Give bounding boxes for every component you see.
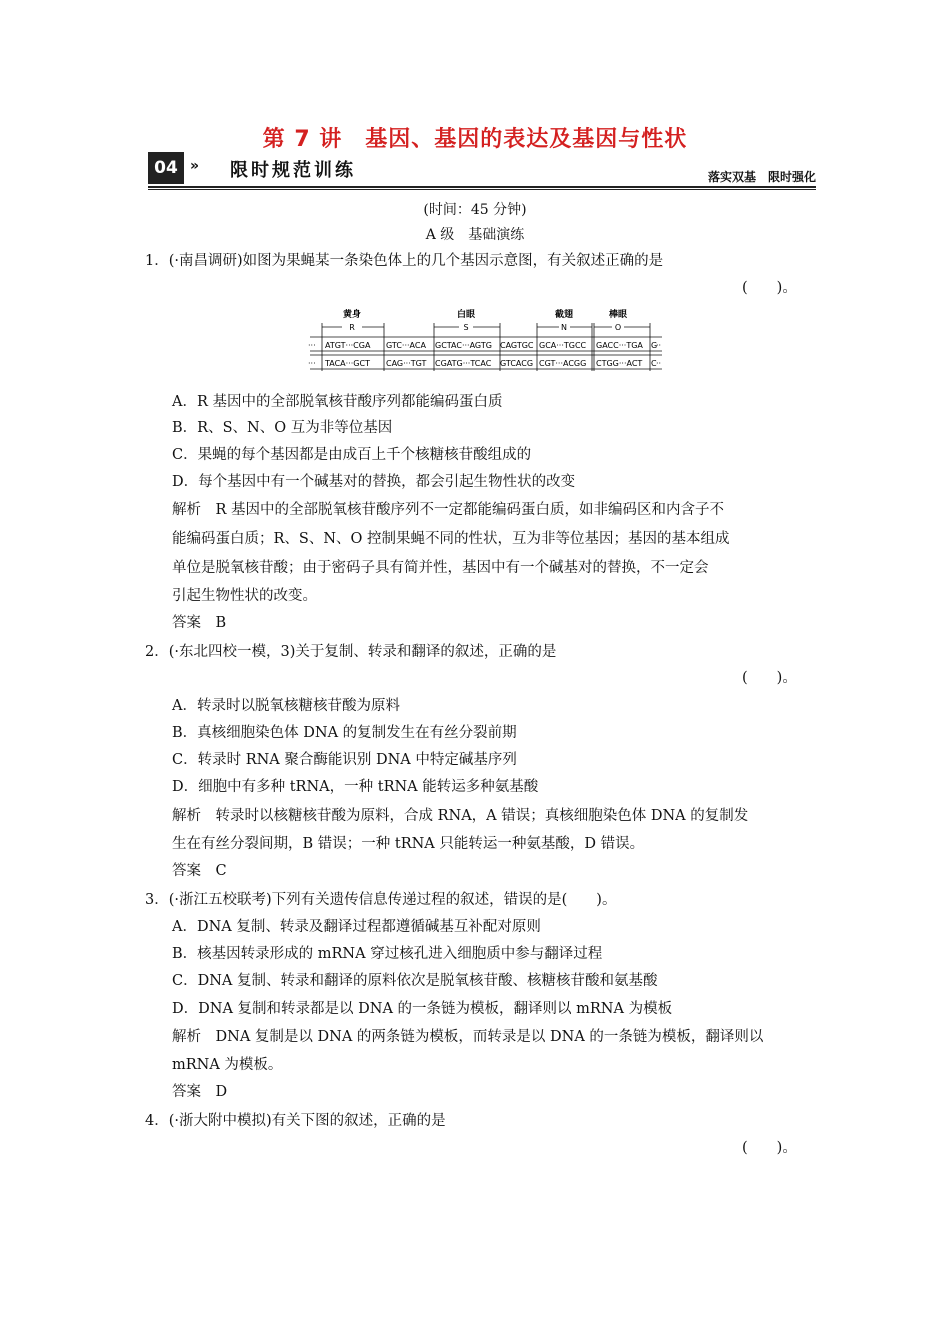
- section-badge: 04: [148, 152, 184, 184]
- question-3-stem: 3．(·浙江五校联考)下列有关遗传信息传递过程的叙述，错误的是( )。: [145, 892, 617, 908]
- dna-segment: CAGTGC: [500, 341, 534, 350]
- banner-rule: [148, 186, 816, 188]
- question-1-answer: 答案 B: [172, 615, 227, 631]
- dna-segment: GTCACG: [500, 359, 534, 368]
- section-name: 限时规范训练: [230, 160, 356, 181]
- question-3-option-c: C．DNA 复制、转录和翻译的原料依次是脱氧核苷酸、核糖核苷酸和氨基酸: [172, 973, 658, 989]
- chevron-icon: »: [190, 158, 200, 174]
- dna-segment: CGT···ACGG: [539, 359, 587, 368]
- question-2-option-b: B．真核细胞染色体 DNA 的复制发生在有丝分裂前期: [172, 725, 517, 741]
- question-1-option-b: B．R、S、N、O 互为非等位基因: [172, 420, 393, 436]
- gene-diagram: [300, 305, 670, 377]
- question-2-stem: 2．(·东北四校一模，3)关于复制、转录和翻译的叙述，正确的是: [145, 644, 557, 660]
- dna-segment: CGATG···TCAC: [435, 359, 492, 368]
- dna-segment: TACA···GCT: [325, 359, 370, 368]
- svg-text:··: ··: [656, 341, 662, 350]
- question-1-option-c: C．果蝇的每个基因都是由成百上千个核糖核苷酸组成的: [172, 447, 532, 463]
- dna-segment: GCA···TGCC: [539, 341, 587, 350]
- question-4-answer-blank: ( )。: [742, 1140, 797, 1156]
- lesson-title: 第 7 讲 基因、基因的表达及基因与性状: [262, 127, 688, 152]
- section-banner: [148, 150, 816, 190]
- question-3-option-d: D．DNA 复制和转录都是以 DNA 的一条链为模板，翻译则以 mRNA 为模板: [172, 1001, 673, 1017]
- gene-symbol: N: [561, 323, 567, 332]
- gene-trait-label: 黄身: [342, 310, 362, 320]
- question-1-analysis-line: 能编码蛋白质；R、S、N、O 控制果蝇不同的性状，互为非等位基因；基因的基本组成: [172, 531, 730, 547]
- question-1-option-a: A．R 基因中的全部脱氧核苷酸序列都能编码蛋白质: [172, 394, 503, 410]
- dna-segment: GACC···TGA: [596, 341, 643, 350]
- question-3-analysis-line: 解析 DNA 复制是以 DNA 的两条链为模板，而转录是以 DNA 的一条链为模板，翻译则以: [172, 1029, 764, 1045]
- question-2-option-d: D．细胞中有多种 tRNA，一种 tRNA 能转运多种氨基酸: [172, 779, 539, 795]
- dna-segment: CAG···TGT: [386, 359, 427, 368]
- gene-trait-label: 棒眼: [608, 310, 628, 320]
- banner-rule-thin: [148, 189, 816, 190]
- question-1-stem: 1．(·南昌调研)如图为果蝇某一条染色体上的几个基因示意图，有关叙述正确的是: [145, 253, 664, 269]
- level-heading: A 级 基础演练: [425, 227, 525, 243]
- question-3-analysis-line: mRNA 为模板。: [172, 1057, 283, 1073]
- question-4-stem: 4．(·浙大附中模拟)有关下图的叙述，正确的是: [145, 1113, 446, 1129]
- dna-segment: CTGG···ACT: [596, 359, 643, 368]
- dna-segment: G: [651, 341, 658, 350]
- question-1-answer-blank: ( )。: [742, 280, 797, 296]
- dna-segment: GTC···ACA: [386, 341, 426, 350]
- gene-trait-label: 白眼: [456, 310, 476, 320]
- question-3-option-b: B．核基因转录形成的 mRNA 穿过核孔进入细胞质中参与翻译过程: [172, 946, 603, 962]
- svg-text:···: ···: [308, 341, 316, 350]
- svg-text:··: ··: [656, 359, 662, 368]
- svg-text:···: ···: [308, 359, 316, 368]
- question-1-analysis-line: 解析 R 基因中的全部脱氧核苷酸序列不一定都能编码蛋白质，如非编码区和内含子不: [172, 502, 725, 518]
- gene-symbol: O: [614, 323, 622, 332]
- question-2-option-c: C．转录时 RNA 聚合酶能识别 DNA 中特定碱基序列: [172, 752, 517, 768]
- question-2-analysis-line: 解析 转录时以核糖核苷酸为原料，合成 RNA，A 错误；真核细胞染色体 DNA 的复制发: [172, 808, 749, 824]
- question-1-analysis-line: 引起生物性状的改变。: [172, 588, 317, 604]
- question-2-answer: 答案 C: [172, 863, 227, 879]
- question-2-answer-blank: ( )。: [742, 670, 797, 686]
- gene-symbol: R: [349, 323, 355, 332]
- dna-segment: GCTAC···AGTG: [435, 341, 492, 350]
- gene-trait-label: 截翅: [554, 310, 574, 320]
- question-3-option-a: A．DNA 复制、转录及翻译过程都遵循碱基互补配对原则: [172, 919, 541, 935]
- dna-segment: C: [651, 359, 657, 368]
- question-1-analysis-line: 单位是脱氧核苷酸；由于密码子具有简并性，基因中有一个碱基对的替换，不一定会: [172, 560, 709, 576]
- section-slogan: 落实双基 限时强化: [707, 170, 816, 184]
- question-1-option-d: D．每个基因中有一个碱基对的替换，都会引起生物性状的改变: [172, 474, 576, 490]
- time-note: (时间：45 分钟): [423, 202, 527, 218]
- question-3-answer: 答案 D: [172, 1084, 228, 1100]
- dna-segment: ATGT···CGA: [325, 341, 371, 350]
- gene-symbol: S: [463, 323, 469, 332]
- question-2-analysis-line: 生在有丝分裂间期，B 错误；一种 tRNA 只能转运一种氨基酸，D 错误。: [172, 836, 645, 852]
- question-2-option-a: A．转录时以脱氧核糖核苷酸为原料: [172, 698, 400, 714]
